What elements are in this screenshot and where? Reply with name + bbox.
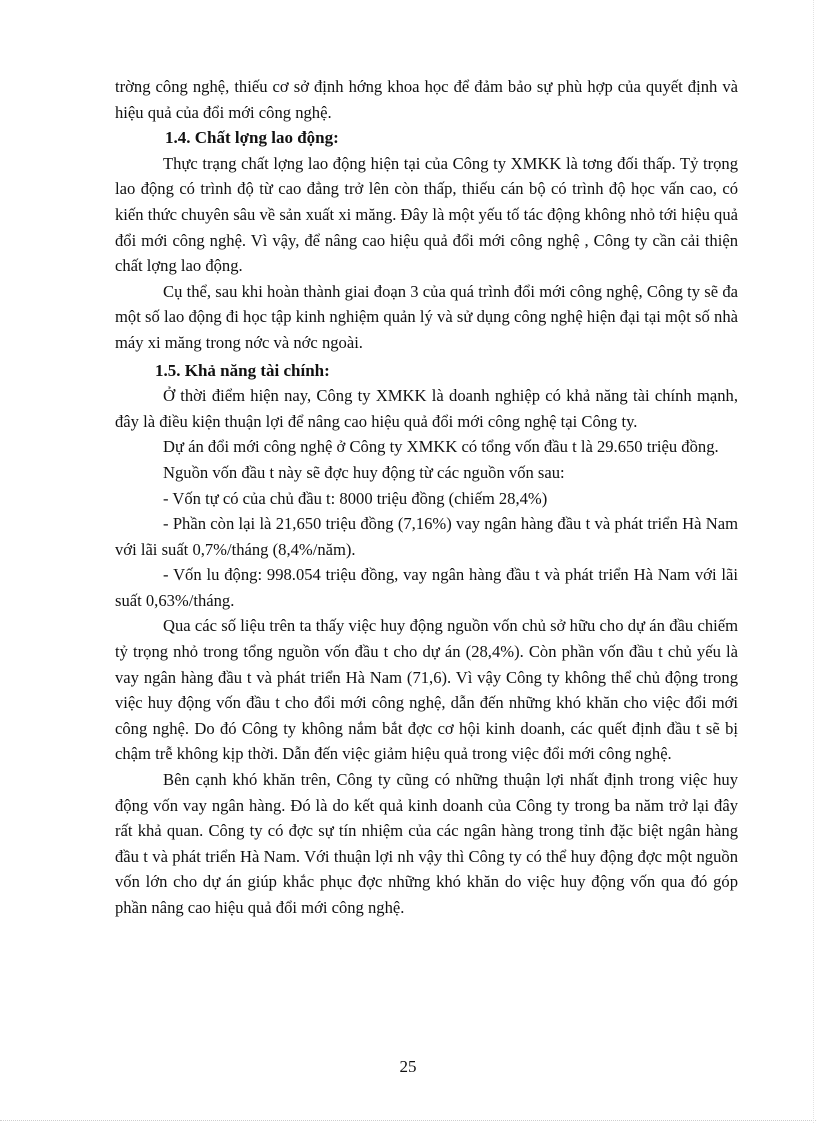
paragraph-1: trờng công nghệ, thiếu cơ sở định hớng khoa học để đảm bảo sự phù hợp của quyết định và hiệu quả của đổi mới công nghệ. (115, 77, 738, 122)
paragraph-5: Dự án đổi mới công nghệ ở Công ty XMKK có tổng vốn đầu t là 29.650 triệu đồng. (163, 437, 719, 457)
paragraph-2: Thực trạng chất lợng lao động hiện tại của Công ty XMKK là tơng đối thấp. Tỷ trọng lao động có trình độ từ cao đẳng trở lên còn thấp, thiếu cán bộ có trình độ học vấn cao, có kiến thức chuyên sâu về sản xuất xi măng. Đây là một yếu tố tác động không nhỏ tới hiệu quả đổi mới công nghệ. Vì vậy, để nâng cao hiệu quả đổi mới công nghệ , Công ty cần cải thiện chất lợng lao động. (115, 153, 738, 276)
footer-rule (0, 1120, 816, 1121)
page-number: 25 (399, 1057, 417, 1076)
list-item-1: - Vốn tự có của chủ đầu t: 8000 triệu đồng (chiếm 28,4%) (163, 488, 548, 508)
heading-1-5: 1.5. Khả năng tài chính: (155, 360, 330, 380)
paragraph-3: Cụ thể, sau khi hoàn thành giai đoạn 3 của quá trình đổi mới công nghệ, Công ty sẽ đa một số lao động đi học tập kinh nghiệm quản lý và sử dụng công nghệ hiện đại tại một số nhà máy xi măng trong nớc và nớc ngoài. (115, 281, 738, 352)
paragraph-6: Nguồn vốn đầu t này sẽ đợc huy động từ các nguồn vốn sau: (163, 462, 565, 482)
paragraph-4: Ở thời điểm hiện nay, Công ty XMKK là doanh nghiệp có khả năng tài chính mạnh, đây là điều kiện thuận lợi để nâng cao hiệu quả đổi mới công nghệ tại Công ty. (115, 386, 738, 431)
right-margin-rule (813, 0, 814, 1123)
paragraph-7: Qua các số liệu trên ta thấy việc huy động nguồn vốn chủ sở hữu cho dự án đầu chiếm tỷ trọng nhỏ trong tổng nguồn vốn đầu t cho dự án (28,4%). Còn phần vốn đầu t chủ yếu là vay ngân hàng đầu t và phát triển Hà Nam (71,6). Vì vậy Công ty không thể chủ động trong việc huy động vốn đầu t cho đổi mới công nghệ, dẫn đến những khó khăn cho việc đổi mới công nghệ. Do đó Công ty không nắm bắt đợc cơ hội kinh doanh, các quết định đầu t sẽ bị chậm trễ không kịp thời. Dẫn đến việc giảm hiệu quả trong việc đổi mới công nghệ. (115, 616, 738, 764)
list-item-3: - Vốn lu động: 998.054 triệu đồng, vay ngân hàng đầu t và phát triển Hà Nam với lãi suất 0,63%/tháng. (115, 565, 738, 610)
paragraph-8: Bên cạnh khó khăn trên, Công ty cũng có những thuận lợi nhất định trong việc huy động vốn vay ngân hàng. Đó là do kết quả kinh doanh của Công ty trong ba năm trở lại đây rất khả quan. Công ty có đợc sự tín nhiệm của các ngân hàng trong tỉnh đặc biệt ngân hàng đầu t và phát triển Hà Nam. Với thuận lợi nh vậy thì Công ty có thể huy động đợc một nguồn vốn lớn cho dự án giúp khắc phục đợc những khó khăn do việc huy động vốn qua đó góp phần nâng cao hiệu quả đổi mới công nghệ. (115, 770, 738, 917)
page-body (115, 74, 738, 921)
list-item-2: - Phần còn lại là 21,650 triệu đồng (7,16%) vay ngân hàng đầu t và phát triển Hà Nam với lãi suất 0,7%/tháng (8,4%/năm). (115, 514, 738, 559)
heading-1-4: 1.4. Chất lợng lao động: (165, 128, 339, 148)
